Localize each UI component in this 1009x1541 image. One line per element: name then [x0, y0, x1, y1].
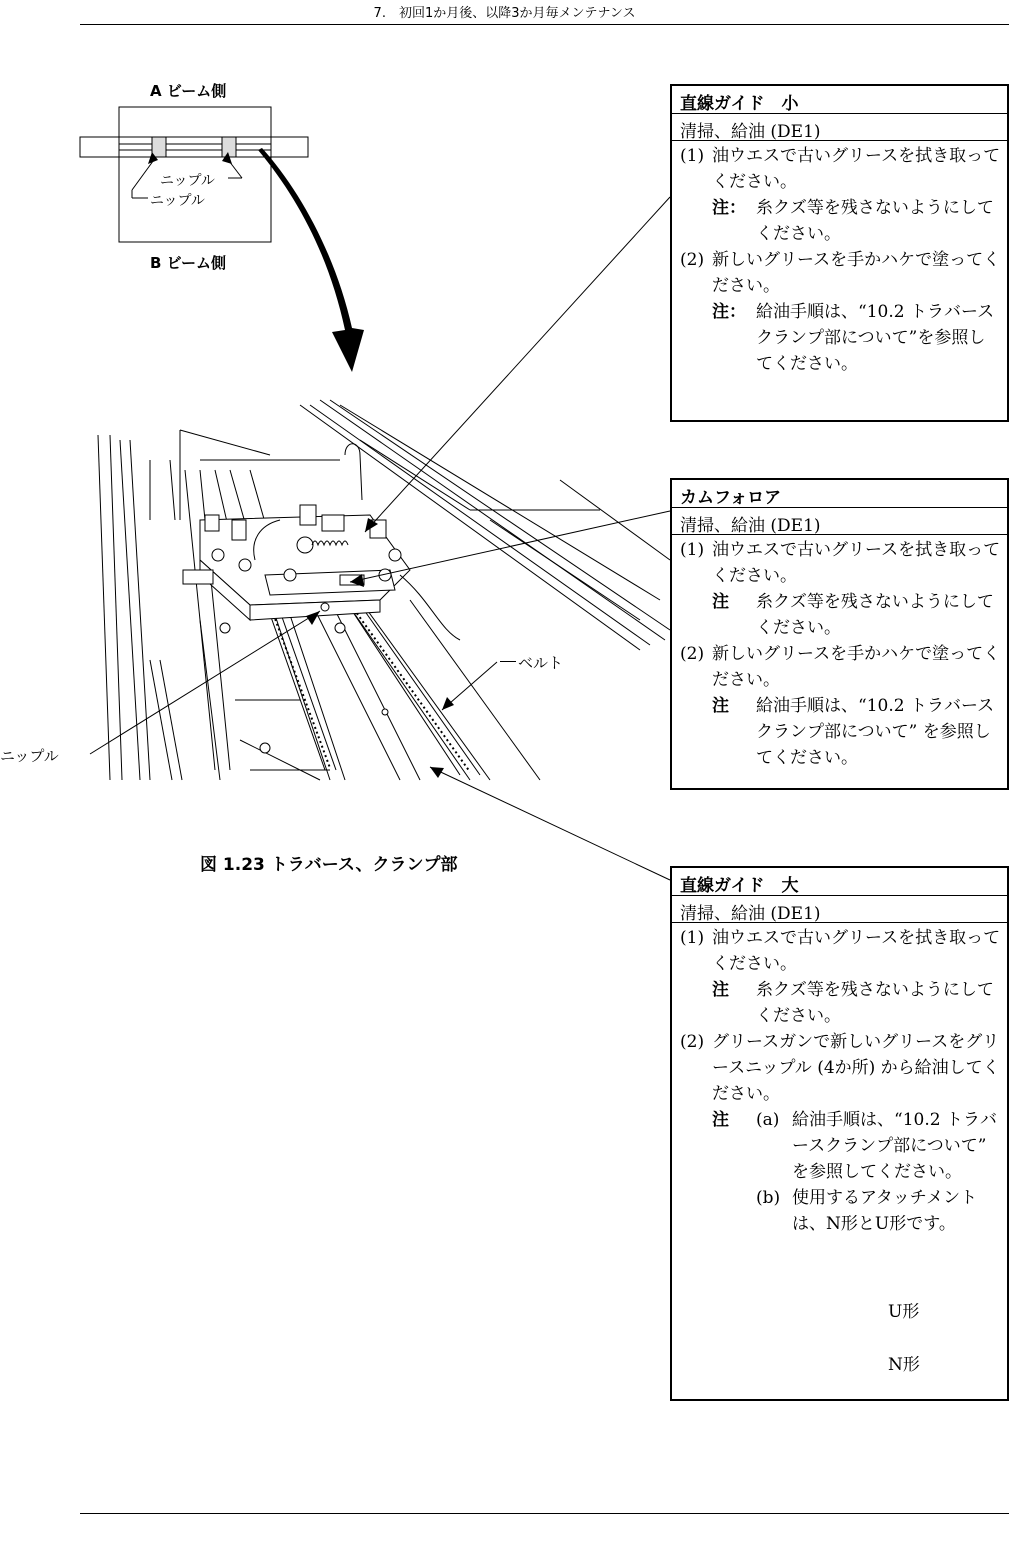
linear-guide-large-box — [670, 866, 1009, 1401]
note-text: 給油手順は、“10.2 トラバースクランプ部について” を参照してください。 — [756, 696, 995, 768]
step-number: (2) — [680, 644, 705, 664]
step-text: グリースガンで新しいグリースをグリースニップル (4か所) から給油してください。 — [712, 1032, 1000, 1104]
step-text: 油ウエスで古いグリースを拭き取ってください。 — [712, 928, 1001, 974]
sub-note-text: 給油手順は、“10.2 トラバースクランプ部について” を参照してください。 — [792, 1110, 997, 1182]
note-label: 注： — [712, 302, 746, 322]
nipple-label-inset-2: ニップル — [150, 193, 205, 209]
note-label: 注 — [712, 696, 729, 716]
step-text: 新しいグリースを手かハケで塗ってください。 — [712, 644, 1001, 690]
linear-guide-small-box — [670, 84, 1009, 422]
step-text: 新しいグリースを手かハケで塗ってください。 — [712, 250, 1001, 296]
page-header: 7. 初回1か月後、以降3か月毎メンテナンス — [373, 6, 636, 21]
clamp-carriage — [183, 505, 410, 753]
nipple-label: ニップル — [0, 747, 59, 765]
beam-a-label: A ビーム側 — [150, 82, 227, 100]
note-label: 注 — [712, 592, 729, 612]
curved-arrow-icon — [258, 148, 364, 372]
note-label: 注： — [712, 198, 746, 218]
belt-leader — [500, 661, 516, 662]
beam-b-label: B ビーム側 — [150, 254, 227, 272]
box-subtitle: 清掃、給油 (DE1) — [672, 114, 1007, 141]
nipple-label-inset-1: ニップル — [160, 173, 215, 189]
step-number: (1) — [680, 928, 705, 948]
box-subtitle: 清掃、給油 (DE1) — [672, 508, 1007, 535]
box-subtitle: 清掃、給油 (DE1) — [672, 896, 1007, 923]
step-text: 油ウエスで古いグリースを拭き取ってください。 — [712, 146, 1001, 192]
note-text: 糸クズ等を残さないようにしてください。 — [756, 198, 994, 244]
note-text: 糸クズ等を残さないようにしてください。 — [756, 980, 994, 1026]
note-text: 糸クズ等を残さないようにしてください。 — [756, 592, 994, 638]
note-label: 注 — [712, 1110, 729, 1130]
note-label: 注 — [712, 980, 729, 1000]
footer-rule — [80, 1513, 1009, 1514]
step-number: (1) — [680, 540, 705, 560]
figure-caption: 図 1.23 トラバース、クランプ部 — [200, 855, 458, 875]
step-number: (1) — [680, 146, 705, 166]
belt-label: ベルト — [518, 654, 564, 672]
step-number: (2) — [680, 250, 705, 270]
box-title: カムフォロア — [672, 480, 1007, 508]
u-attachment-label: U形 — [888, 1302, 920, 1322]
sub-note-label: (a) — [756, 1110, 780, 1130]
sub-note-text: 使用するアタッチメントは、N形とU形です。 — [792, 1188, 978, 1234]
step-text: 油ウエスで古いグリースを拭き取ってください。 — [712, 540, 1001, 586]
step-number: (2) — [680, 1032, 705, 1052]
cam-follower-box — [670, 478, 1009, 790]
box-title: 直線ガイド 小 — [672, 86, 1007, 114]
n-attachment-label: N形 — [888, 1355, 920, 1375]
note-text: 給油手順は、“10.2 トラバースクランプ部について”を参照してください。 — [756, 302, 995, 374]
box-title: 直線ガイド 大 — [672, 868, 1007, 896]
sub-note-label: (b) — [756, 1188, 781, 1208]
